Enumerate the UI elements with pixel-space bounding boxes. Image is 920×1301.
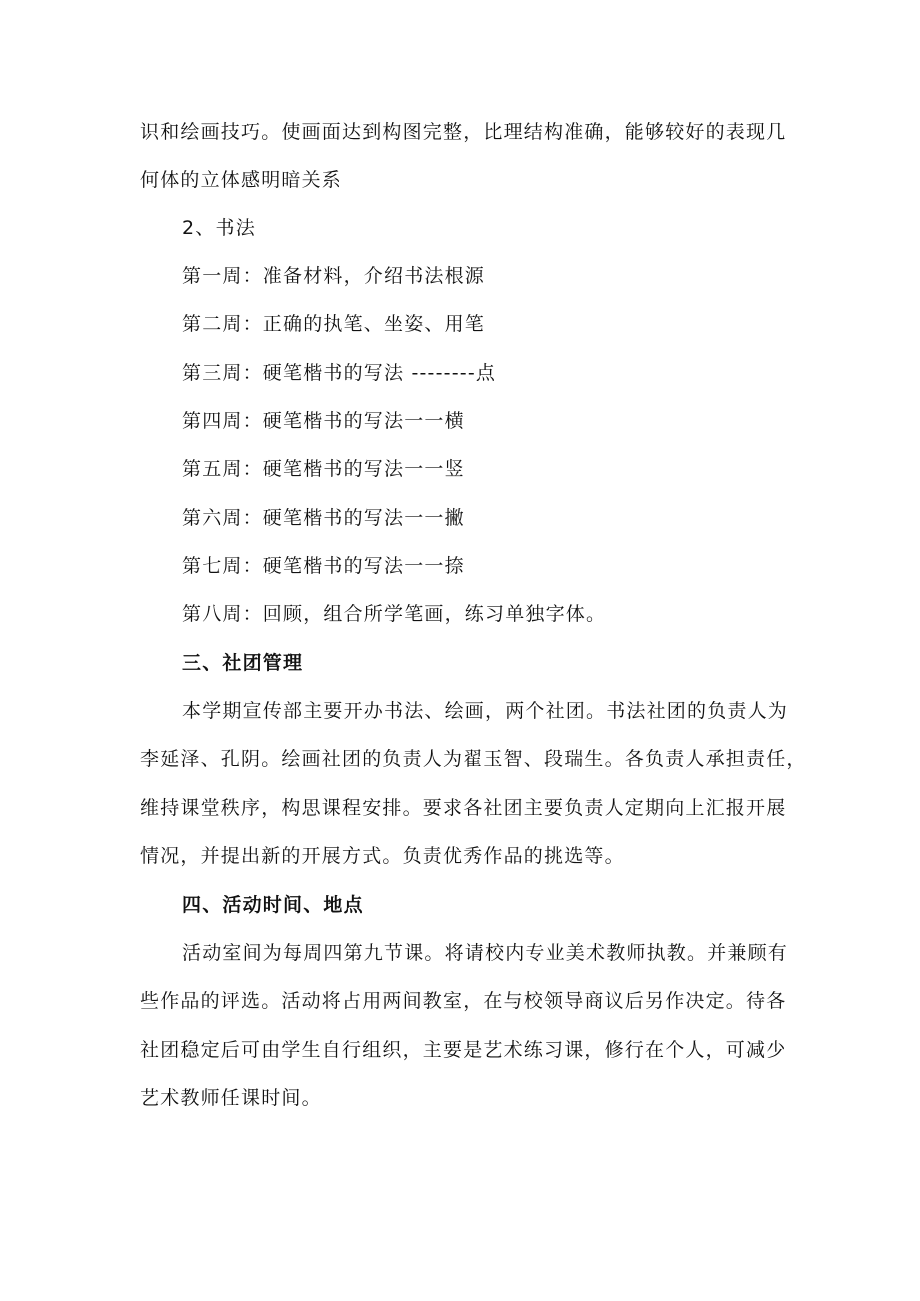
paragraph-line: 本学期宣传部主要开办书法、绘画，两个社团。书法社团的负责人为 [182,700,789,722]
schedule-item: 第一周：准备材料，介绍书法根源 [182,265,486,287]
schedule-item: 第六周：硬笔楷书的写法一一撇 [182,507,465,529]
section-subheading: 2、书法 [182,217,256,239]
schedule-item: 第四周：硬笔楷书的写法一一横 [182,410,465,432]
section-heading: 三、社团管理 [182,652,304,674]
paragraph-line: 李延泽、孔阴。绘画社团的负责人为翟玉智、段瑞生。各负责人承担责任， [140,748,807,770]
schedule-item: 第二周：正确的执笔、坐姿、用笔 [182,313,486,335]
schedule-item: 第八周：回顾，组合所学笔画，练习单独字体。 [182,603,607,625]
paragraph-line: 些作品的评选。活动将占用两间教室，在与校领导商议后另作决定。待各 [140,990,787,1012]
paragraph-line: 社团稳定后可由学生自行组织，主要是艺术练习课，修行在个人，可减少 [140,1039,787,1061]
schedule-item: 第七周：硬笔楷书的写法一一捺 [182,555,465,577]
paragraph-line: 何体的立体感明暗关系 [140,169,343,191]
schedule-item: 第五周：硬笔楷书的写法一一竖 [182,458,465,480]
paragraph-line: 活动室间为每周四第九节课。将请校内专业美术教师执教。并兼顾有 [182,942,789,964]
paragraph-line: 识和绘画技巧。使画面达到构图完整，比理结构准确，能够较好的表现几 [140,121,787,143]
paragraph-line: 艺术教师任课时间。 [140,1087,322,1109]
schedule-item: 第三周：硬笔楷书的写法 --------点 [182,362,497,384]
paragraph-line: 维持课堂秩序，构思课程安排。要求各社团主要负责人定期向上汇报开展 [140,797,787,819]
paragraph-line: 情况，并提出新的开展方式。负责优秀作品的挑选等。 [140,845,625,867]
section-heading: 四、活动时间、地点 [182,894,364,916]
